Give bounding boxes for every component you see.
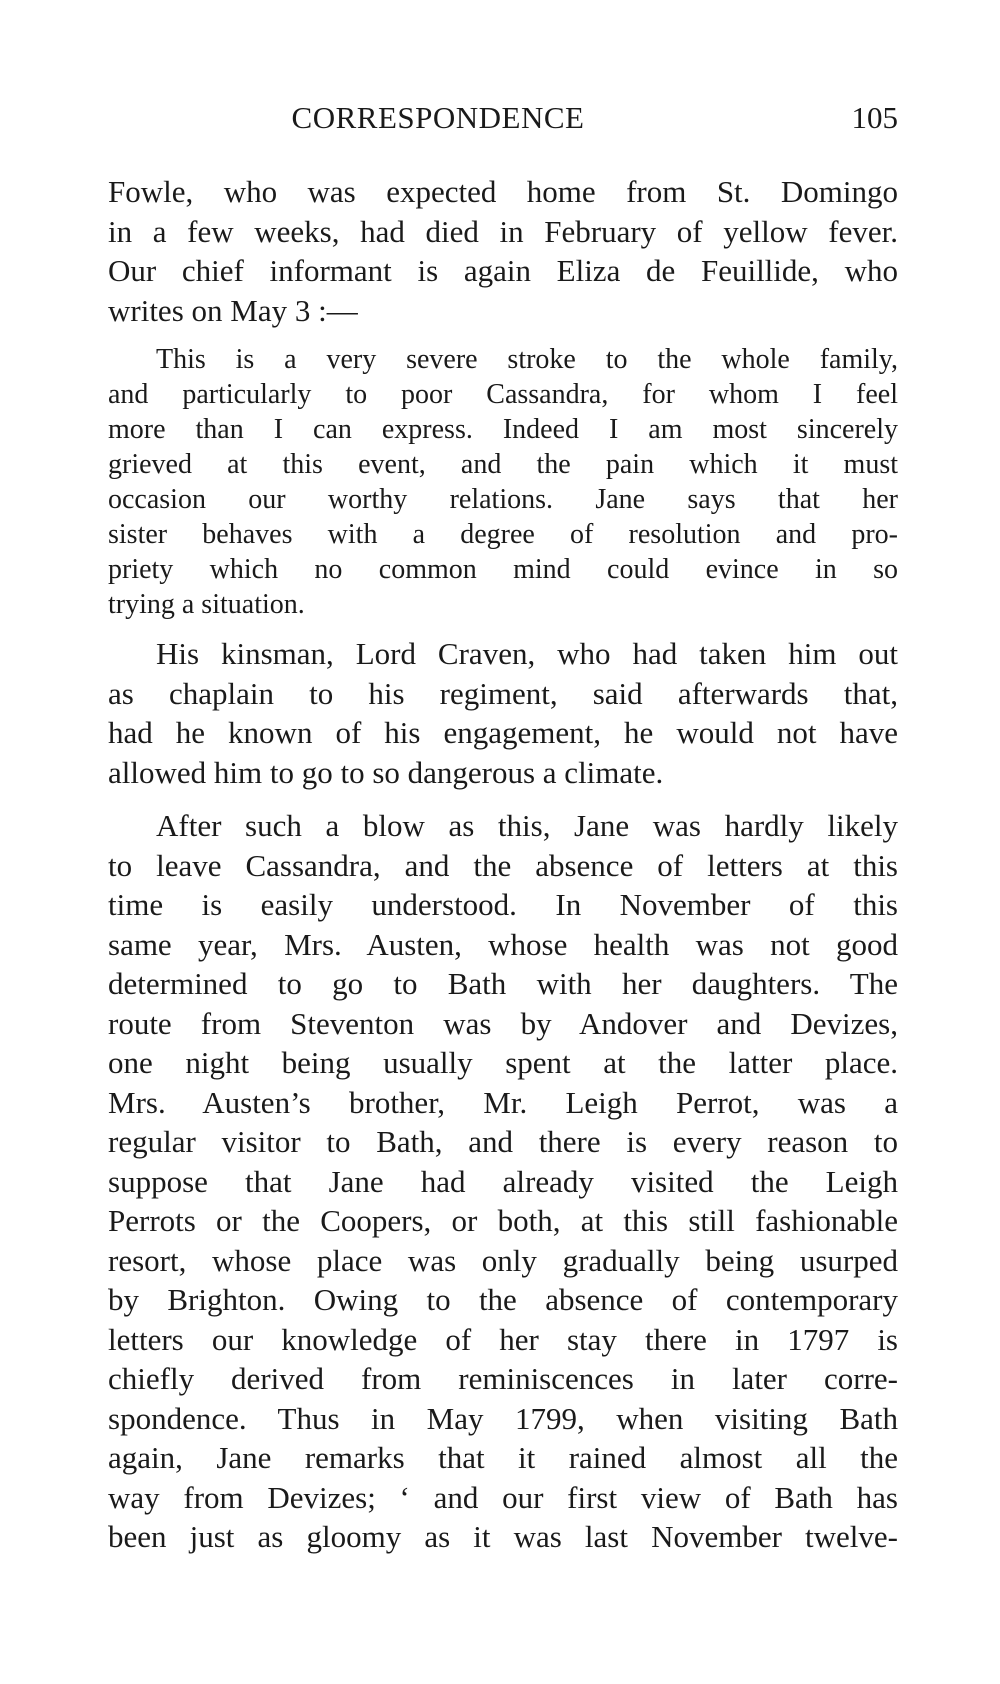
text-line: to leave Cassandra, and the absence of letters at this	[108, 847, 898, 883]
text-line: again, Jane remarks that it rained almost all the	[108, 1440, 898, 1475]
text-line: After such a blow as this, Jane was hardly likely	[156, 808, 898, 843]
quote-line: sister behaves with a degree of resolution and pro-	[108, 519, 898, 550]
text-line: His kinsman, Lord Craven, who had taken him out	[156, 636, 898, 671]
text-line: Perrots or the Coopers, or both, at this still fashionable	[108, 1203, 898, 1238]
quote-line: trying a situation.	[108, 589, 305, 620]
text-line: chiefly derived from reminiscences in later corre-	[108, 1361, 898, 1396]
page-number: 105	[851, 100, 898, 135]
text-line: regular visitor to Bath, and there is every reason to	[108, 1124, 898, 1159]
quote-line: grieved at this event, and the pain which it must	[108, 449, 898, 480]
text-line: as chaplain to his regiment, said afterwards that,	[108, 675, 898, 711]
text-line: by Brighton. Owing to the absence of contemporary	[108, 1282, 898, 1317]
quote-line: more than I can express. Indeed I am most sincerely	[108, 414, 898, 445]
quote-line: priety which no common mind could evince in so	[108, 554, 898, 585]
paragraph-lord-craven	[108, 634, 898, 792]
running-title: CORRESPONDENCE	[291, 100, 585, 135]
text-line: Our chief informant is again Eliza de Feuillide, who	[108, 253, 898, 288]
text-line: suppose that Jane had already visited the Leigh	[108, 1163, 898, 1199]
text-line: letters our knowledge of her stay there in 1797 is	[108, 1321, 898, 1357]
text-line: Mrs. Austen’s brother, Mr. Leigh Perrot, was a	[108, 1084, 898, 1120]
text-line: had he known of his engagement, he would not have	[108, 715, 898, 750]
text-line: writes on May 3 :—	[108, 292, 358, 328]
body-text	[108, 172, 898, 1557]
paragraph-bath	[108, 806, 898, 1557]
block-quote	[108, 342, 898, 622]
paragraph-opening	[108, 172, 898, 330]
text-line: in a few weeks, had died in February of yellow fever.	[108, 213, 898, 249]
quote-line: occasion our worthy relations. Jane says that her	[108, 484, 898, 515]
text-line: one night being usually spent at the latter place.	[108, 1045, 898, 1080]
text-line: determined to go to Bath with her daughters. The	[108, 966, 898, 1001]
text-line: time is easily understood. In November of this	[108, 887, 898, 922]
quote-line: This is a very severe stroke to the whole family,	[156, 344, 898, 375]
text-line: route from Steventon was by Andover and Devizes,	[108, 1005, 898, 1041]
text-line: Fowle, who was expected home from St. Domingo	[108, 174, 898, 209]
text-line: been just as gloomy as it was last November twelve-	[108, 1519, 898, 1554]
text-line: spondence. Thus in May 1799, when visiting Bath	[108, 1400, 898, 1436]
text-line: resort, whose place was only gradually being usurped	[108, 1242, 898, 1278]
text-line: same year, Mrs. Austen, whose health was not good	[108, 926, 898, 962]
text-line: way from Devizes; ‘ and our first view of Bath has	[108, 1479, 898, 1515]
text-line: allowed him to go to so dangerous a climate.	[108, 754, 664, 790]
running-head	[108, 96, 898, 140]
quote-line: and particularly to poor Cassandra, for whom I feel	[108, 379, 898, 410]
